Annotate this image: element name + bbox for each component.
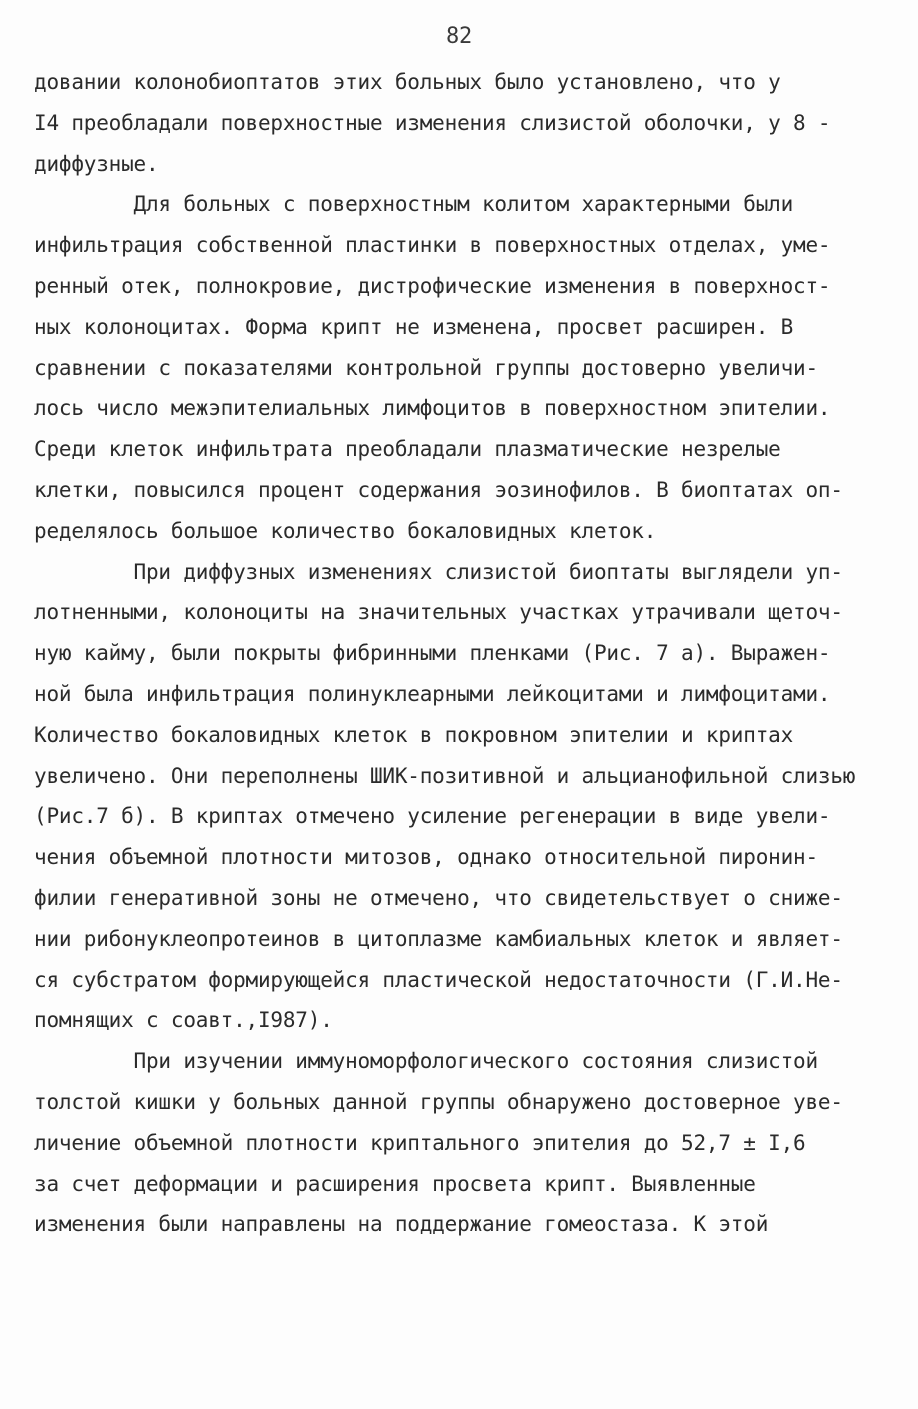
text-line: клетки, повысился процент содержания эозинофилов. В биоптатах оп- [34, 477, 843, 502]
text-line: за счет деформации и расширения просвета крипт. Выявленные [34, 1171, 756, 1196]
text-line: лотненными, колоноциты на значительных участках утрачивали щеточ- [34, 600, 843, 625]
text-line: ных колоноцитах. Форма крипт не изменена, просвет расширен. В [34, 314, 794, 339]
text-line: Для больных с поверхностным колитом характерными были [34, 192, 794, 217]
text-line: ной была инфильтрация полинуклеарными лейкоцитами и лимфоцитами. [34, 681, 831, 706]
paragraph [34, 1041, 884, 1245]
text-line: толстой кишки у больных данной группы обнаружено достоверное уве- [34, 1089, 843, 1114]
text-line: увеличено. Они переполнены ШИК-позитивной и альцианофильной слизью [34, 763, 856, 788]
text-line: При диффузных изменениях слизистой биоптаты выглядели уп- [34, 559, 843, 584]
text-line: Количество бокаловидных клеток в покровном эпителии и криптах [34, 722, 794, 747]
page-number: 82 [445, 24, 473, 49]
paragraph [34, 552, 884, 1042]
text-line: нии рибонуклеопротеинов в цитоплазме камбиальных клеток и являет- [34, 926, 843, 951]
text-line: чения объемной плотности митозов, однако относительной пиронин- [34, 845, 818, 870]
text-line: сравнении с показателями контрольной группы достоверно увеличи- [34, 355, 818, 380]
text-line: ределялось большое количество бокаловидных клеток. [34, 518, 657, 543]
text-line: диффузные. [34, 151, 159, 176]
text-line: филии генеративной зоны не отмечено, что свидетельствует о сниже- [34, 885, 843, 910]
text-line: довании колонобиоптатов этих больных было установлено, что у [34, 70, 781, 94]
text-line: изменения были направлены на поддержание гомеостаза. К этой [34, 1212, 769, 1237]
text-line: личение объемной плотности криптального эпителия до 52,7 ± I,6 [34, 1130, 806, 1155]
text-line: I4 преобладали поверхностные изменения слизистой оболочки, у 8 - [34, 110, 831, 135]
body-text [34, 62, 884, 1245]
text-line: ренный отек, полнокровие, дистрофические изменения в поверхност- [34, 273, 831, 298]
text-line: ную кайму, были покрыты фибринными пленками (Рис. 7 а). Выражен- [34, 641, 831, 666]
paragraph [34, 184, 884, 551]
text-line: лось число межэпителиальных лимфоцитов в поверхностном эпителии. [34, 396, 831, 421]
text-line: помнящих с соавт.,I987). [34, 1008, 333, 1033]
text-line: инфильтрация собственной пластинки в поверхностных отделах, уме- [34, 233, 831, 258]
paragraph [34, 62, 884, 184]
text-line: Среди клеток инфильтрата преобладали плазматические незрелые [34, 437, 781, 462]
text-line: ся субстратом формирующейся пластической недостаточности (Г.И.Не- [34, 967, 843, 992]
text-line: При изучении иммуноморфологического состояния слизистой [34, 1049, 818, 1074]
text-line: (Рис.7 б). В криптах отмечено усиление регенерации в виде увели- [34, 804, 831, 829]
